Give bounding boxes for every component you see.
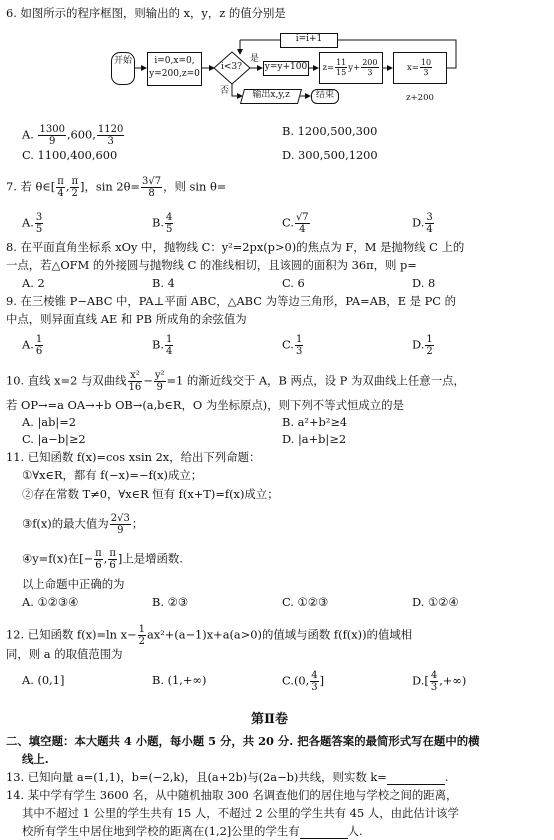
q14-line3-end: 人.	[347, 824, 363, 838]
q9-c-den: 3	[295, 346, 303, 357]
q7-option-b	[152, 212, 174, 235]
flow-x-lhs: x=	[406, 63, 419, 73]
q13-end: .	[444, 770, 449, 784]
q11-p4-l-den: 6	[95, 560, 102, 571]
q10-h-num2: y²	[154, 370, 165, 381]
q9-d-label: D.	[412, 337, 425, 352]
q10-line1-a: 10. 直线 x=2 与双曲线	[6, 373, 127, 388]
q6-option-a-label: A.	[22, 127, 34, 142]
q7-a-label: A.	[22, 215, 34, 230]
q6-a-den1: 9	[49, 136, 56, 147]
q11-p3-num: 2√3	[110, 513, 130, 524]
flow-z-den2: 3	[367, 68, 373, 77]
q11-option-a: A. ①②③④	[22, 595, 79, 609]
q8-line2: 一点，若△OFM 的外接圆与抛物线 C 的准线相切，且该圆的面积为 36π，则 p=	[6, 258, 417, 272]
q11-p4-a: ④y=f(x)在	[22, 551, 80, 566]
q12-option-b: B. (1,+∞)	[152, 673, 207, 687]
q6-option-d: D. 300,500,1200	[282, 148, 378, 162]
q6-a-den2: 3	[107, 136, 114, 147]
q7-a-num: 3	[35, 212, 43, 223]
q9-line2: 中点，则异面直线 AE 和 PB 所成角的余弦值为	[6, 312, 247, 326]
q10-option-c: C. |a−b|≥2	[22, 432, 86, 446]
q6-option-c: C. 1100,400,600	[22, 148, 118, 162]
q10-line1	[6, 370, 465, 393]
q10-option-b: B. a²+b²≥4	[282, 415, 348, 429]
flow-z-den1: 15	[336, 68, 347, 77]
q14-answer-blank[interactable]	[300, 824, 348, 839]
q10-h-den2: 9	[156, 382, 163, 393]
q12-option-c	[282, 670, 324, 693]
q10-h-den1: 16	[128, 382, 142, 393]
flow-x-assign	[393, 52, 447, 103]
q10-h-minus: −	[143, 373, 153, 388]
q9-option-b	[152, 334, 174, 357]
q7-b-num: 4	[166, 212, 173, 223]
q12-d-label: D.	[412, 673, 425, 688]
q12-option-d	[412, 670, 466, 693]
q7-option-c	[282, 212, 311, 235]
q11-prop4: ④y=f(x)在[− $\frac{\pi}{6}$ , $\frac{\pi}{6}$ ]上是增函数.	[22, 548, 183, 571]
flow-y-assign: y=y+100	[263, 61, 309, 76]
q11-p3-a: ③f(x)的最大值为	[22, 516, 109, 531]
q11-p4-r-den: 6	[109, 560, 116, 571]
q9-c-num: 1	[295, 334, 303, 345]
flow-z-assign	[319, 52, 383, 84]
q7-val-den: 8	[148, 188, 155, 199]
q10-line1-b: =1 的渐近线交于 A，B 两点，设 P 为双曲线上任意一点，	[166, 373, 465, 388]
q7-stem-a: 7. 若 θ∈	[6, 179, 51, 194]
q11-prop2: ②存在常数 T≠0，∀x∈R 恒有 f(x+T)=f(x)成立；	[22, 487, 279, 501]
q12-c-hi: ]	[319, 673, 325, 688]
q9-a-den: 6	[35, 346, 43, 357]
q14-line3	[22, 824, 363, 839]
q9-a-num: 1	[35, 334, 43, 345]
flow-z-mid: y+	[348, 63, 361, 73]
q12-c-label: C.	[282, 673, 294, 688]
q9-option-c	[282, 334, 304, 357]
q11-prop3	[22, 513, 143, 536]
q6-option-b: B. 1200,500,300	[282, 124, 378, 138]
q9-d-num: 1	[426, 334, 433, 345]
flow-output-text: 输出x,y,z	[252, 90, 291, 100]
q11-prop1: ①∀x∈R，都有 f(−x)=−f(x)成立；	[22, 468, 203, 482]
q7-val-num: 3√7	[141, 176, 162, 187]
q12-c-lo: (0,	[293, 673, 310, 688]
q6-option-a	[22, 124, 125, 147]
flow-init-line1: i=0,x=0,	[154, 56, 195, 66]
q7-option-d	[412, 212, 435, 235]
flow-end: 结束	[311, 89, 339, 104]
q9-c-label: C.	[282, 337, 294, 352]
q9-a-label: A.	[22, 337, 34, 352]
q7-b-den: 5	[166, 224, 173, 235]
q11-option-b: B. ②③	[152, 595, 189, 609]
q7-c-label: C.	[282, 215, 294, 230]
q11-p4-r-num: π	[109, 548, 116, 559]
flow-no-label: 否	[220, 86, 230, 96]
part-two-title: 第Ⅱ卷	[251, 712, 288, 727]
q6-a-num1: 1300	[39, 124, 65, 135]
q14-line3-text: 校所有学生中居住地到学校的距离在(1,2]公里的学生有	[22, 824, 300, 838]
q11-p3-den: 9	[117, 525, 124, 536]
q12-line2: 同，则 a 的取值范围为	[6, 647, 123, 661]
q11-p3-b: ；	[131, 516, 144, 531]
q9-option-d	[412, 334, 435, 357]
q8-option-b: B. 4	[152, 276, 175, 290]
flow-z-num2: 200	[362, 58, 378, 67]
q6-stem: 6. 如图所示的程序框图，则输出的 x，y，z 的值分别是	[6, 6, 286, 20]
q6-a-num2: 1120	[97, 124, 124, 135]
q12-d-opt-num: 4	[430, 670, 438, 681]
q7-c-den: 4	[299, 224, 306, 235]
q12-d-opt-den: 3	[430, 682, 438, 693]
q9-b-den: 4	[166, 346, 173, 357]
q7-int-a-num: π	[57, 176, 64, 187]
q12-line1	[6, 624, 412, 647]
q7-int-b-den: 2	[71, 188, 78, 199]
flow-z-lhs: z=	[322, 63, 335, 73]
q8-option-d: D. 8	[412, 276, 436, 290]
flow-z-num1: 11	[336, 58, 347, 67]
q7-int-b-num: π	[71, 176, 79, 187]
flow-increment: i=i+1	[280, 33, 338, 48]
section-two-line1: 二、填空题：本大题共 4 小题，每小题 5 分，共 20 分. 把各题答案的最简形式写在题中的横	[6, 734, 480, 748]
q13-text: 13. 已知向量 a=(1,1)，b=(−2,k)，且(a+2b)与(2a−b)共线，则实数 k=	[6, 770, 387, 784]
q11-p4-b: 上是增函数.	[122, 551, 183, 566]
q11-option-d: D. ①②④	[412, 595, 459, 609]
flow-x-tail: z+200	[406, 93, 434, 103]
q7-b-label: B.	[152, 215, 164, 230]
q8-option-c: C. 6	[282, 276, 305, 290]
q12-c-opt-num: 4	[311, 670, 318, 681]
q12-option-a: A. (0,1]	[22, 673, 65, 687]
q12-d-lo: [	[424, 673, 429, 688]
q7-stem-b: ，sin 2θ=	[84, 179, 140, 194]
flow-start: 开始	[111, 52, 135, 85]
flow-init-line2: y=200,z=0	[149, 69, 200, 79]
q11-line1: 11. 已知函数 f(x)=cos xsin 2x，给出下列命题：	[6, 450, 261, 464]
q7-stem-c: ，则 sin θ=	[163, 179, 227, 194]
q9-option-a	[22, 334, 44, 357]
flow-x-num: 10	[420, 58, 432, 67]
q13	[6, 770, 448, 785]
q10-line2: 若 OP→=a OA→+b OB→(a,b∈R，O 为坐标原点)，则下列不等式恒成立的是	[6, 398, 404, 412]
flow-x-den: 3	[423, 68, 429, 77]
flow-init	[147, 52, 202, 86]
q11-p4-l-num: π	[95, 548, 102, 559]
q8-option-a: A. 2	[22, 276, 45, 290]
q9-d-den: 2	[426, 346, 433, 357]
flow-condition: i<3?	[221, 62, 242, 72]
q12-line1-b: ax²+(a−1)x+a(a>0)的值域与函数 f(f(x))的值域相	[146, 627, 413, 642]
q7-d-num: 3	[426, 212, 433, 223]
q7-c-num: √7	[295, 212, 309, 223]
q9-b-num: 1	[166, 334, 173, 345]
flow-yes-label: 是	[250, 54, 260, 64]
q12-c-opt-den: 3	[311, 682, 318, 693]
q14-line1: 14. 某中学有学生 3600 名，从中随机抽取 300 名调查他们的居住地与学校之间的距离，	[6, 788, 458, 802]
q14-line2: 其中不超过 1 公里的学生共有 15 人，不超过 2 公里的学生共有 45 人，由此估计该学	[22, 806, 459, 820]
q13-answer-blank[interactable]	[387, 770, 445, 785]
q12-d-hi: ,+∞)	[439, 673, 467, 688]
q7-option-a	[22, 212, 44, 235]
q12-c-den: 2	[138, 636, 145, 647]
q7-int-a-den: 4	[57, 188, 64, 199]
q7-stem: 7. 若 θ∈[ $\frac{\pi}{4}$ , $\frac{\pi}{2}$ ]，sin 2θ= $\frac{3√7}{8}$ ，则 sin θ=	[6, 176, 227, 199]
q10-h-num1: x²	[128, 370, 143, 382]
q7-a-den: 5	[35, 224, 43, 235]
q7-d-den: 4	[426, 224, 433, 235]
q10-option-d: D. |a+b|≥2	[282, 432, 347, 446]
section-two-line2: 线上.	[22, 752, 49, 766]
q12-line1-a: 12. 已知函数 f(x)=ln x−	[6, 627, 137, 642]
q12-c-num: 1	[138, 624, 145, 635]
q10-option-a: A. |ab|=2	[22, 415, 77, 429]
flow-output	[240, 89, 302, 104]
q6-a-mid: ,600,	[66, 127, 96, 142]
q11-option-c: C. ①②③	[282, 595, 329, 609]
q11-line6: 以上命题中正确的为	[22, 577, 125, 591]
q8-line1: 8. 在平面直角坐标系 xOy 中，抛物线 C：y²=2px(p>0)的焦点为 F，M 是抛物线 C 上的	[6, 240, 465, 254]
q7-d-label: D.	[412, 215, 425, 230]
q9-line1: 9. 在三棱锥 P−ABC 中，PA⊥平面 ABC，△ABC 为等边三角形，PA=AB，E 是 PC 的	[6, 294, 457, 308]
q9-b-label: B.	[152, 337, 164, 352]
